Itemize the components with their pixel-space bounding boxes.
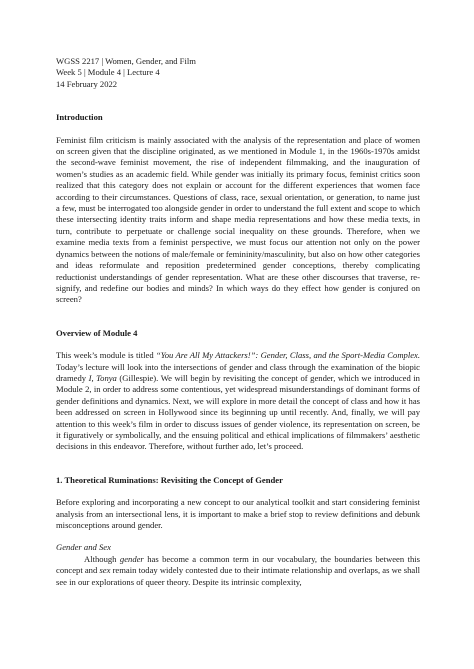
- gender-sex-paragraph: [56, 554, 420, 588]
- overview-heading: Overview of Module 4: [56, 327, 138, 338]
- course-title: WGSS 2217 | Women, Gender, and Film: [56, 56, 196, 66]
- gender-sex-text-3: remain today widely contested due to their intimate relationship and overlaps, as we shall see in our explorations of queer theory. Despite its intrinsic complexity,: [56, 565, 420, 587]
- session-line: Week 5 | Module 4 | Lecture 4: [56, 67, 160, 78]
- introduction-heading: Introduction: [56, 112, 103, 123]
- lecture-date: 14 February 2022: [56, 78, 118, 89]
- overview-text-1: This week’s module is titled: [56, 350, 156, 361]
- introduction-paragraph: Feminist film criticism is mainly associated with the analysis of the representation and place of women on screen given that the discipline originated, as we mentioned in Module 1, in the 1960s-1970s amidst the second-wave feminist movement, the rise of independent filmmaking, and the inauguration of women’s studies as an academic field. While gender was initially its primary focus, feminist critics soon realized that this category does not explain or account for the different experiences that women face according to their circumstances. Questions of class, race, sexual orientation, or generation, to name just a few, must be interrogated too alongside gender in order to understand the full extent and scope to which these intersecting identity traits inform and shape media representations and how these media texts, in turn, contribute to perpetuate or challenge social inequality on these grounds. Therefore, when we examine media texts from a feminist perspective, we must focus our attention not only on the power dynamics between the notions of male/female or femininity/masculinity, but also on how other categories and ideas reformulate and reposition predetermined gender conceptions, thereby complicating reductionist understandings of gender representation. What are these other discourses that traverse, re-signify, and redefine our bodies and minds? In which ways do they effect how gender is conjured on screen?: [56, 134, 420, 305]
- document-page: [56, 56, 420, 588]
- section-1-paragraph: Before exploring and incorporating a new concept to our analytical toolkit and start considering feminist analysis from an intersectional lens, it is important to make a brief stop to review definitions and debunk misconceptions around gender.: [56, 497, 420, 530]
- overview-text-2: Today’s lecture will look into the intersections of gender and class through the examination of the biopic dramedy: [56, 361, 420, 383]
- gender-sex-text-1: Although: [84, 553, 120, 564]
- gender-and-sex-subheading: Gender and Sex: [56, 542, 111, 553]
- gender-sex-text-2: has become a common term in our vocabulary, the boundaries between this concept and: [56, 553, 420, 576]
- section-1-heading: 1. Theoretical Ruminations: Revisiting the Concept of Gender: [56, 474, 283, 485]
- overview-text-3: (Gillespie). We will begin by revisiting the concept of gender, which we introduced in Module 2, in order to address some contentious, yet widespread misunderstandings of dominant forms of gender definitions and dynamics. Next, we will explore in more detail the concept of class and how it has been addressed on screen in Hollywood since its beginning up until recently. And, finally, we will pay attention to this week’s film in order to discuss issues of gender violence, its representation on screen, be it figuratively or symbolically, and the ensuing political and ethical implications of filmmakers’ aesthetic decisions in this endeavor. Therefore, without further ado, let’s proceed.: [56, 372, 420, 452]
- module-title: “You Are All My Attackers!”: Gender, Class, and the Sport-Media Complex.: [155, 350, 420, 361]
- film-title: I, Tonya: [88, 372, 117, 383]
- term-sex: sex: [99, 565, 111, 576]
- overview-paragraph: [56, 350, 420, 453]
- term-gender: gender: [119, 553, 144, 564]
